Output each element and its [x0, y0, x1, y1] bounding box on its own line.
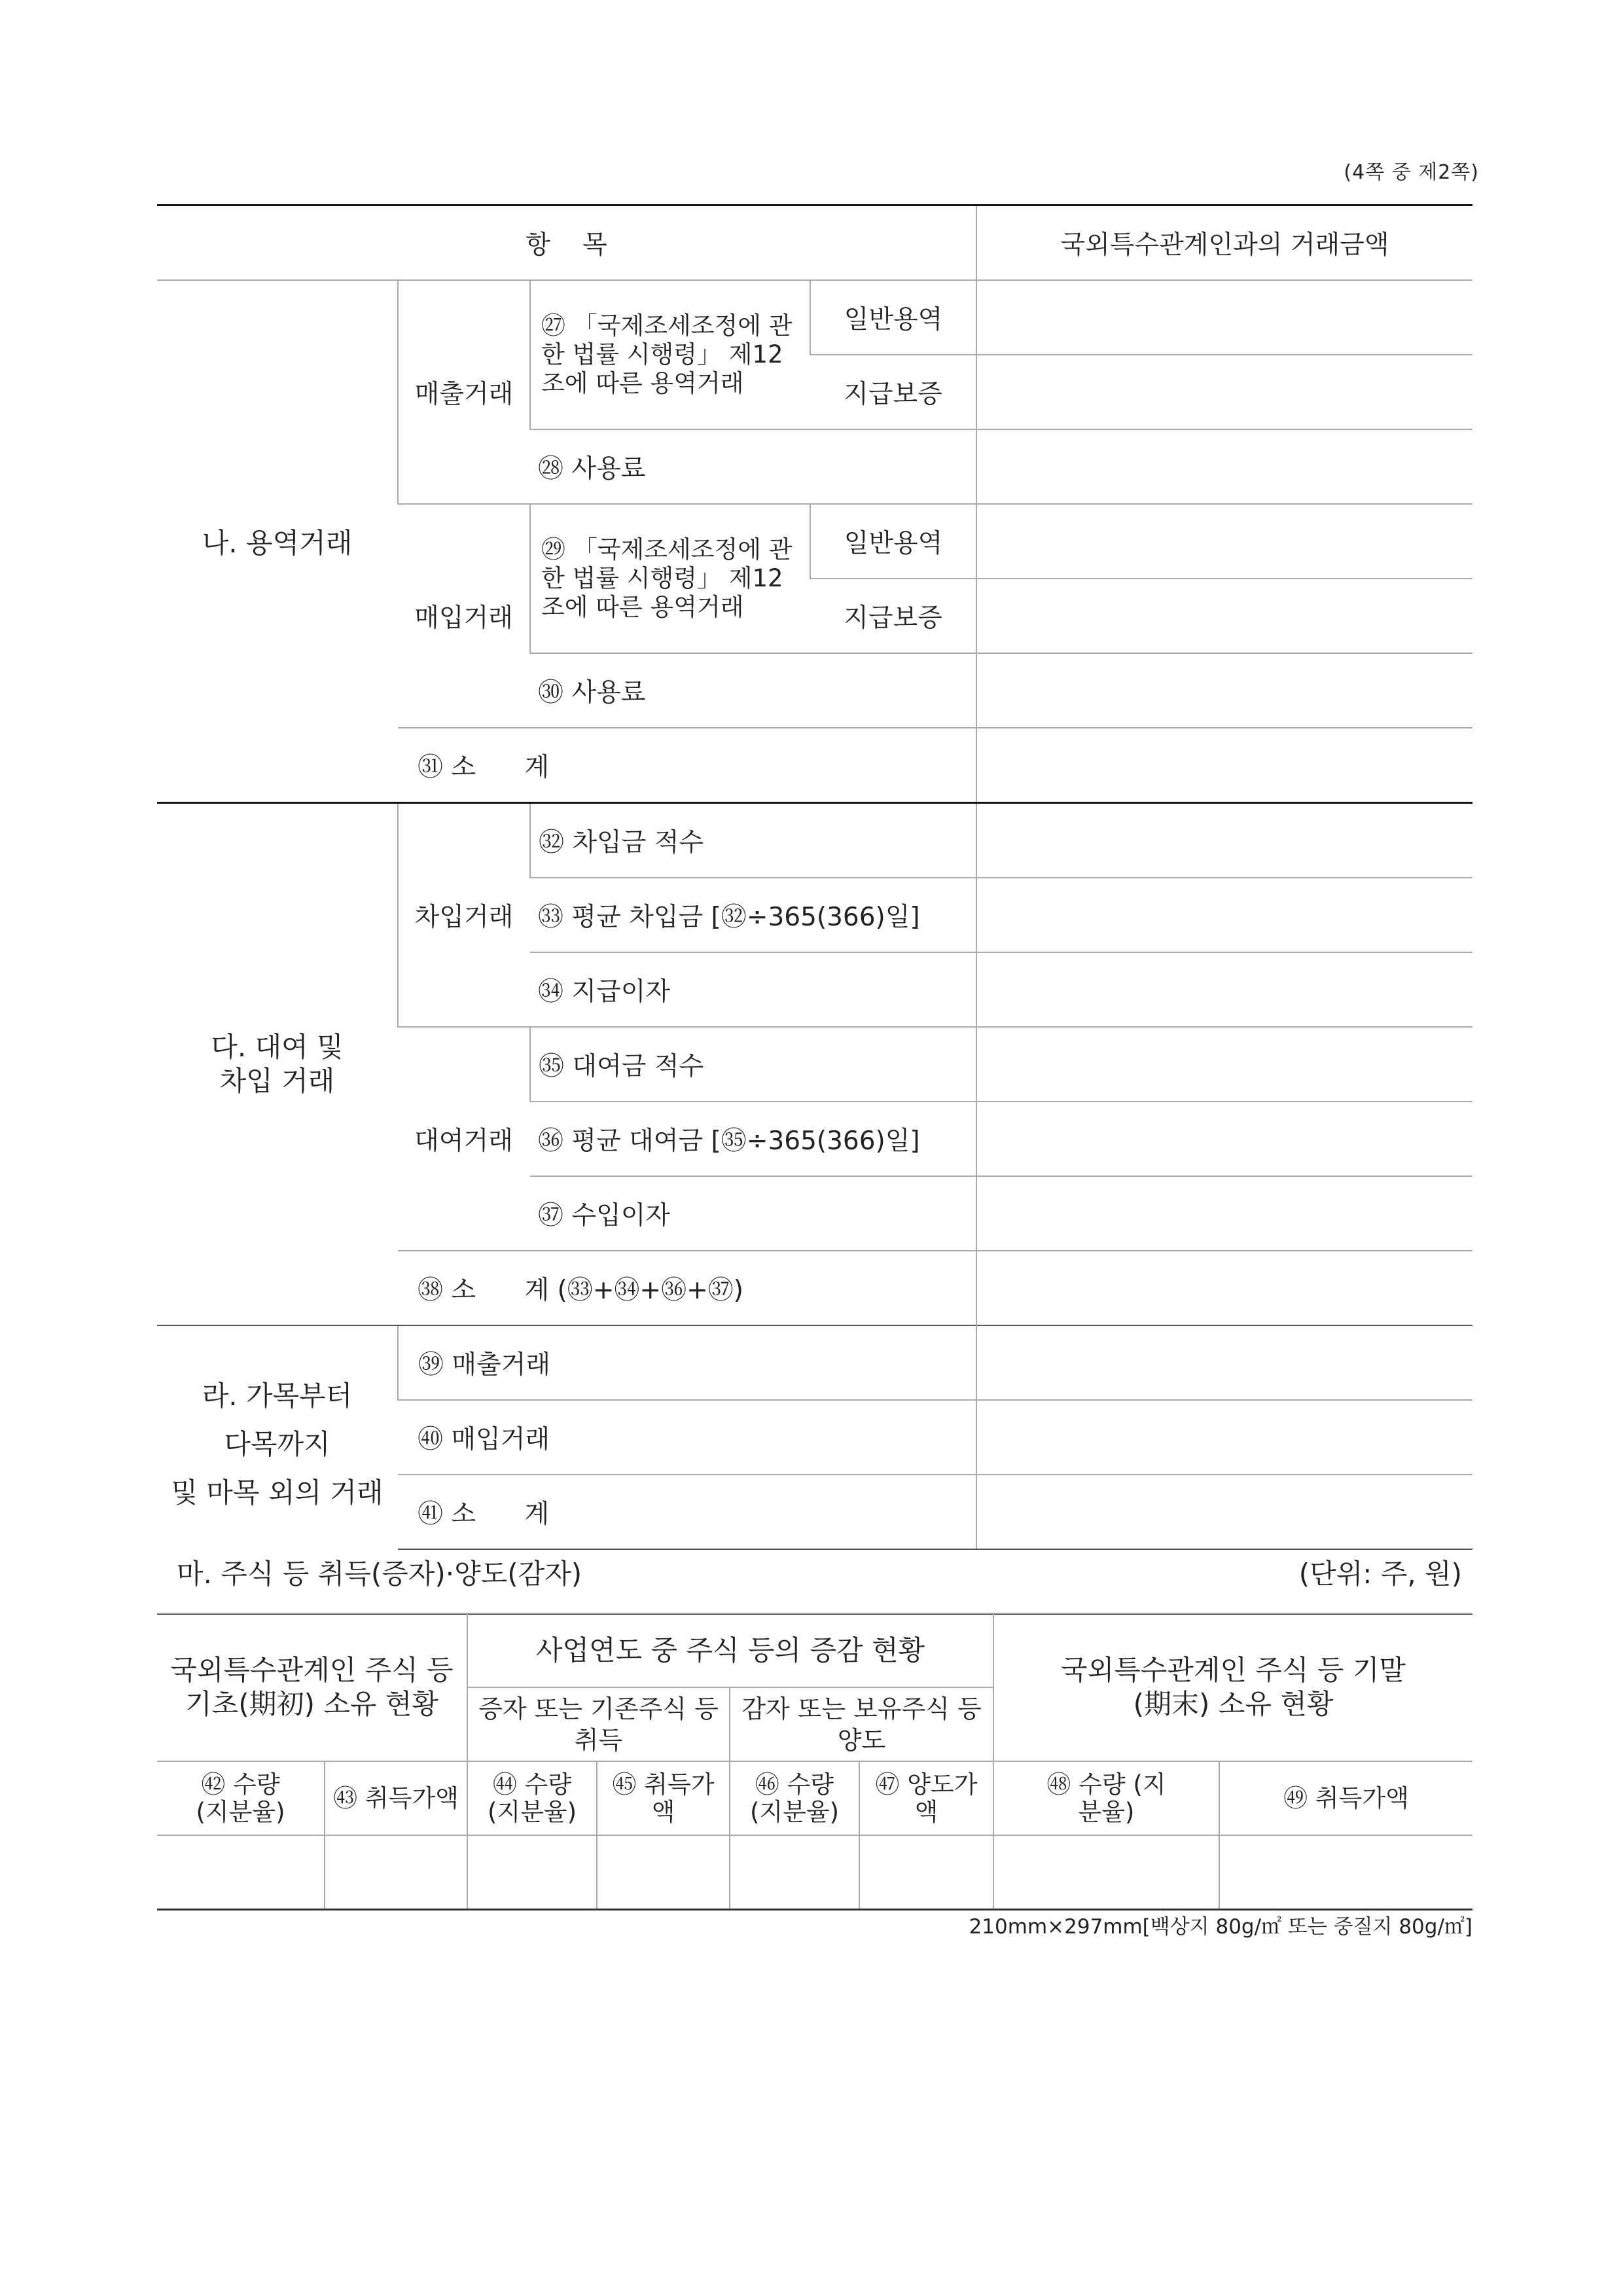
amount-34[interactable] — [976, 952, 1472, 1027]
item-34-label: ㉞ 지급이자 — [530, 952, 976, 1027]
value-47[interactable] — [859, 1835, 993, 1910]
value-43[interactable] — [325, 1835, 467, 1910]
service-general-label-2: 일반용역 — [810, 504, 976, 579]
col-49-label: ㊾ 취득가액 — [1219, 1761, 1472, 1835]
header-amount: 국외특수관계인과의 거래금액 — [976, 206, 1472, 281]
table-header-row — [157, 206, 1472, 281]
service-sales-label: 매출거래 — [398, 280, 530, 504]
item-41-label: ㊶ 소 계 — [398, 1475, 976, 1549]
col-47-label: ㊼ 양도가액 — [859, 1761, 993, 1835]
loan-section-label: 다. 대여 및 차입 거래 — [157, 803, 398, 1326]
item-32-label: ㉜ 차입금 적수 — [530, 803, 976, 878]
item-39-label: ㊴ 매출거래 — [398, 1325, 976, 1400]
other-section-line3: 및 마목 외의 거래 — [171, 1476, 383, 1509]
amount-35[interactable] — [976, 1027, 1472, 1102]
other-section-label — [157, 1325, 398, 1549]
header-item: 항 목 — [157, 206, 976, 281]
stocks-section-header — [157, 1532, 1472, 1615]
paper-spec-footer: 210mm×297mm[백상지 80g/㎡ 또는 중질지 80g/㎡] — [969, 1915, 1472, 1939]
amount-29-general[interactable] — [976, 504, 1472, 579]
item-36-label: ㊱ 평균 대여금 [㉟÷365(366)일] — [530, 1102, 976, 1176]
other-section-line1: 라. 가목부터 — [202, 1379, 353, 1412]
amount-28[interactable] — [976, 429, 1472, 504]
service-section-label: 나. 용역거래 — [157, 280, 398, 803]
amount-38[interactable] — [976, 1251, 1472, 1325]
amount-37[interactable] — [976, 1176, 1472, 1251]
col-43-label: ㊸ 취득가액 — [325, 1761, 467, 1835]
value-46[interactable] — [730, 1835, 859, 1910]
amount-40[interactable] — [976, 1400, 1472, 1475]
table-row — [157, 1325, 1472, 1400]
stocks-change-label: 사업연도 중 주식 등의 증감 현황 — [467, 1613, 993, 1687]
loan-lend-label: 대여거래 — [398, 1027, 530, 1251]
value-45[interactable] — [597, 1835, 730, 1910]
col-44-label: ㊹ 수량 (지분율) — [467, 1761, 597, 1835]
item-29-label: ㉙ 「국제조세조정에 관한 법률 시행령」 제12조에 따른 용역거래 — [530, 504, 810, 653]
stocks-section-title: 마. 주식 등 취득(증자)·양도(감자) — [177, 1558, 582, 1590]
page-indicator: (4쪽 중 제2쪽) — [1344, 161, 1479, 184]
item-37-label: ㊲ 수입이자 — [530, 1176, 976, 1251]
amount-39[interactable] — [976, 1325, 1472, 1400]
service-guarantee-label-2: 지급보증 — [810, 579, 976, 653]
amount-29-guarantee[interactable] — [976, 579, 1472, 653]
stocks-table — [157, 1613, 1472, 1910]
stocks-ending-label: 국외특수관계인 주식 등 기말(期末) 소유 현황 — [993, 1613, 1472, 1761]
value-49[interactable] — [1219, 1835, 1472, 1910]
item-33-label: ㉝ 평균 차입금 [㉜÷365(366)일] — [530, 878, 976, 952]
col-46-label: ㊻ 수량 (지분율) — [730, 1761, 859, 1835]
amount-33[interactable] — [976, 878, 1472, 952]
stocks-header-row — [157, 1613, 1472, 1687]
stocks-data-row — [157, 1835, 1472, 1910]
value-48[interactable] — [993, 1835, 1219, 1910]
amount-27-guarantee[interactable] — [976, 355, 1472, 429]
loan-borrow-label: 차입거래 — [398, 803, 530, 1028]
amount-31[interactable] — [976, 728, 1472, 803]
amount-27-general[interactable] — [976, 280, 1472, 355]
service-purchase-label: 매입거래 — [398, 504, 530, 728]
table-row — [157, 280, 1472, 355]
amount-36[interactable] — [976, 1102, 1472, 1176]
stocks-decrease-label: 감자 또는 보유주식 등 양도 — [730, 1687, 993, 1761]
service-guarantee-label: 지급보증 — [810, 355, 976, 429]
stocks-increase-label: 증자 또는 기존주식 등 취득 — [467, 1687, 730, 1761]
transaction-table — [157, 204, 1472, 1550]
item-30-label: ㉚ 사용료 — [530, 653, 976, 728]
col-42-label: ㊷ 수량 (지분율) — [157, 1761, 325, 1835]
item-27-label: ㉗ 「국제조세조정에 관한 법률 시행령」 제12조에 따른 용역거래 — [530, 280, 810, 429]
service-general-label: 일반용역 — [810, 280, 976, 355]
stocks-unit-label: (단위: 주, 원) — [1298, 1558, 1462, 1590]
amount-30[interactable] — [976, 653, 1472, 728]
col-48-label: ㊽ 수량 (지분율) — [993, 1761, 1219, 1835]
col-45-label: ㊺ 취득가액 — [597, 1761, 730, 1835]
item-28-label: ㉘ 사용료 — [530, 429, 976, 504]
item-35-label: ㉟ 대여금 적수 — [530, 1027, 976, 1102]
value-44[interactable] — [467, 1835, 597, 1910]
table-row — [157, 803, 1472, 878]
item-31-label: ㉛ 소 계 — [398, 728, 976, 803]
stocks-column-row — [157, 1761, 1472, 1835]
item-40-label: ㊵ 매입거래 — [398, 1400, 976, 1475]
stocks-beginning-label: 국외특수관계인 주식 등 기초(期初) 소유 현황 — [157, 1613, 467, 1761]
value-42[interactable] — [157, 1835, 325, 1910]
item-38-label: ㊳ 소 계 (㉝+㉞+㊱+㊲) — [398, 1251, 976, 1325]
other-section-line2: 다목까지 — [224, 1427, 330, 1460]
amount-32[interactable] — [976, 803, 1472, 878]
